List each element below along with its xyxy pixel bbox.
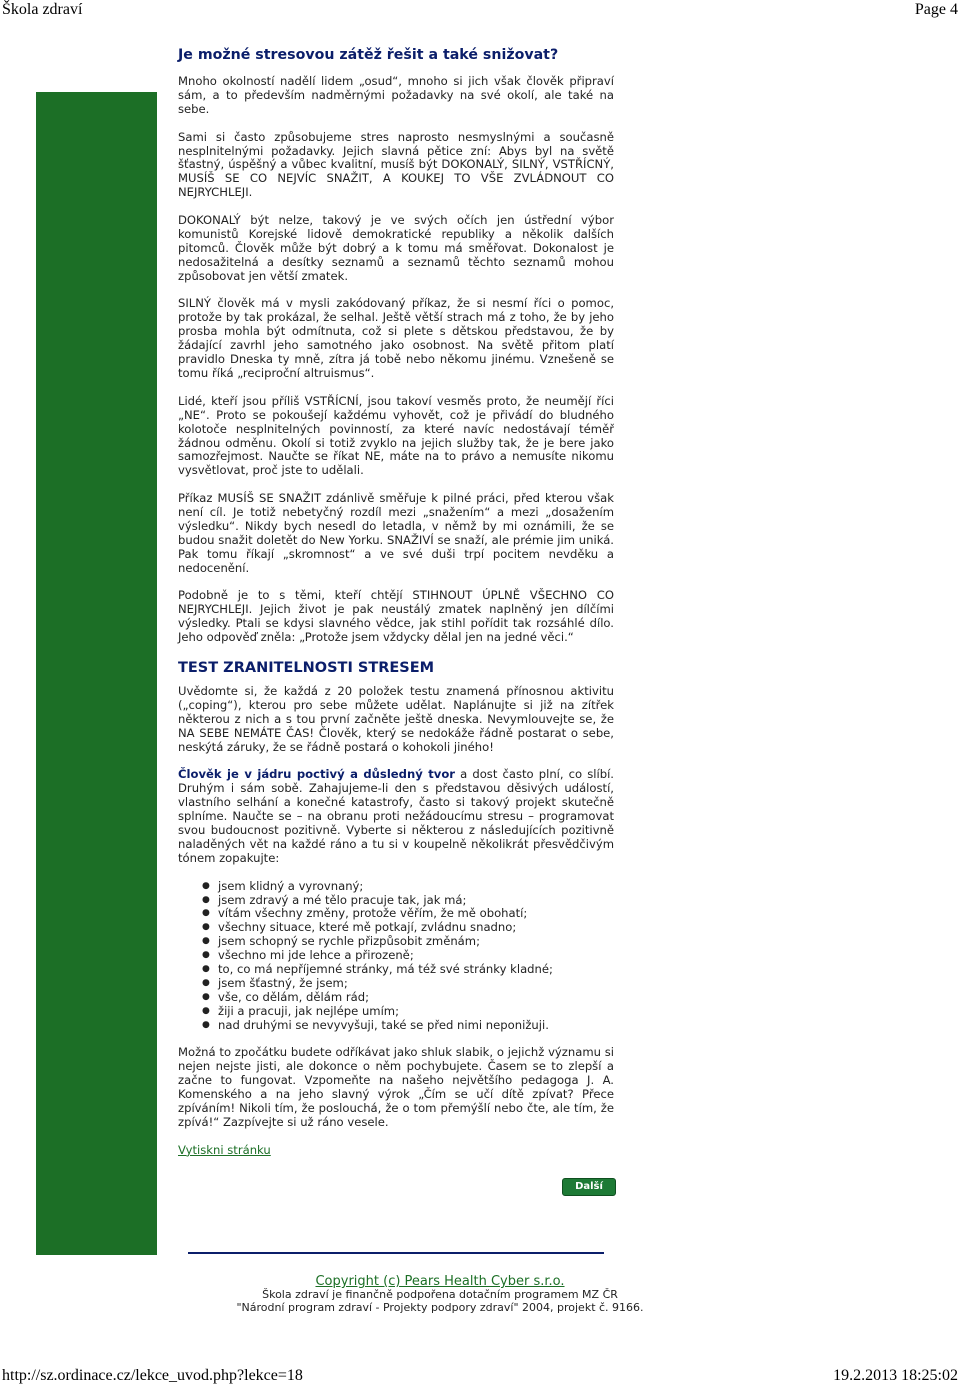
article-paragraph: Mnoho okolností nadělí lidem „osud“, mnoho si jich však člověk připraví sám, a to především nadměrnými požadavky na své okolí, ale také na sebe. [178,74,614,116]
copyright-block [180,1275,700,1314]
article-paragraph: Lidé, kteří jsou příliš VSTŘÍCNÍ, jsou takoví vesměs proto, že neumějí říci „NE“. Proto se pokoušejí každému vyhovět, což je přivádí do bludného kolotoče nesplnitelných povinností, za které navíc nedostávají téměř žádnou odměnu. Okolí si totiž zvyklo na jejich služby tak, že je bere jako samozřejmost. Naučte se říkat NE, máte na to právo a nemusíte nikomu vysvětlovat, proč jste to udělali. [178,393,614,478]
list-item: ● jsem klidný a vyrovnaný; [218,880,614,894]
list-item: ● jsem šťastný, že jsem; [218,977,614,991]
list-item: ● žiji a pracuji, jak nejlépe umím; [218,1005,614,1019]
list-item: ● všechny situace, které mě potkají, zvládnu snadno; [218,921,614,935]
list-item: ● vítám všechny změny, protože věřím, že mě obohatí; [218,907,614,921]
list-item: ● všechno mi jde lehce a přirozeně; [218,949,614,963]
print-page-link[interactable]: Vytiskni stránku [178,1142,271,1157]
header-site-title: Škola zdraví [2,1,83,18]
list-item: ● to, co má nepříjemné stránky, má též své stránky kladné; [218,963,614,977]
next-button[interactable]: Další [562,1178,616,1196]
copyright-link[interactable]: Copyright (c) Pears Health Cyber s.r.o. [315,1274,565,1289]
article-content [178,46,614,1172]
footer-divider [188,1252,604,1254]
article-paragraphs [178,75,614,645]
list-item: ● vše, co dělám, dělám rád; [218,991,614,1005]
section-title-test: TEST ZRANITELNOSTI STRESEM [178,659,435,676]
article-paragraph: DOKONALÝ být nelze, takový je ve svých očích jen ústřední výbor komunistů Korejské lidově demokratické republiky a několik dalších pitomců. Člověk může být dobrý a k tomu má směřovat. Dokonalost je nedosažitelná a desítky seznamů a seznamů těchto seznamů mohou způsobovat jen větší zmatek. [178,213,614,283]
paragraph-bold-lead: Člověk je v jádru poctivý a důsledný tvor [178,767,456,782]
affirmation-list [178,880,614,1033]
article-title: Je možné stresovou zátěž řešit a také snižovat? [178,47,559,63]
article-paragraph: SILNÝ člověk má v mysli zakódovaný příkaz, že si nesmí říci o pomoc, protože by tak prokázal, že selhal. Ještě větší strach má z toho, že by jeho prosba mohla být odmítnuta, což si plete s dětskou představou, že by žádající zavrhl jeho samotného jako osobnost. Na světě přitom platí pravidlo Dneska ty mně, zítra já tobě nebo někomu jinému. Vznešeně se tomu říká „reciproční altruismus“. [178,296,614,380]
print-header [0,0,960,26]
green-sidebar [36,92,157,1255]
paragraph-conclusion: Možná to zpočátku budete odříkávat jako shluk slabik, o jejichž významu si nejen nejste jisti, ale dokonce o něm pochybujete. Časem se to zlepší a začne to fungovat. Vzpomeňte na našeho největšího pedagoga J. A. Komenského a na jeho slavný výrok „Čím se učí dítě zpívat? Přece zpíváním! Nikoli tím, že poslouchá, že o tom přemýšlí nebo čte, ale tím, že zpívá!“ Zazpívejte si už ráno vesele. [178,1045,614,1129]
article-paragraph: Podobně je to s těmi, kteří chtějí STIHNOUT ÚPLNĚ VŠECHNO CO NEJRYCHLEJI. Jejich život je pak neustálý zmatek naplněný jen dílčími výsledky. Ptali se kdysi slavného vědce, jak stihl pořídit tak rozsáhlé dílo. Jeho odpověď zněla: „Protože jsem vždycky dělal jen na jedné věci.“ [178,588,614,645]
article-paragraph: Příkaz MUSÍŠ SE SNAŽIT zdánlivě směřuje k pilné práci, před kterou však není cíl. Je totiž nebetyčný rozdíl mezi „snažením“ a mezi „dosažením výsledku“. Nikdy bych nesedl do letadla, v němž by mi oznámili, že se budou snažit doletět do New Yorku. SNAŽIVÍ se snaží, ale prémie jim uniká. Pak tomu říkají „skromnost“ a ve své duši trpí pocitem nevděku a nedocenění. [178,491,614,575]
article-paragraph: Sami si často způsobujeme stres naprosto nesmyslnými a současně nesplnitelnými požadavky. Jejich slavná pětice zní: Abys byl na světě šťastný, úspěšný a vůbec kvalitní, musíš být DOKONALÝ, SILNÝ, VSTŘÍCNÝ, MUSÍŠ SE CO NEJVÍC SNAŽIT, A KOUKEJ TO VŠE ZVLÁDNOUT CO NEJRYCHLEJI. [178,129,614,200]
paragraph-positive-programming [178,768,614,865]
funding-line-1: Škola zdraví je finančně podpořena dotačním programem MZ ČR [262,1288,618,1301]
list-item: ● nad druhými se nevyvyšuji, také se před nimi neponižuji. [218,1019,614,1033]
paragraph-rest: a dost často plní, co slíbí. Druhým i sám sobě. Zahajujeme-li den s představou děsivých událostí, vlastního selhání a konečné katastrofy, často si takový projekt skutečně splníme. Naučte se – na obranu proti nežádoucímu stresu – programovat svou budoucnost pozitivně. Vyberte si některou z následujících pozitivně naladěných vět na každé ráno a tu si v koupelně několikrát přesvědčivým tónem zopakujte: [178,767,614,865]
funding-line-2: "Národní program zdraví - Projekty podpory zdraví" 2004, projekt č. 9166. [236,1301,644,1314]
paragraph-test-intro: Uvědomte si, že každá z 20 položek testu znamená přínosnou aktivitu („coping“), kterou pro sebe můžete udělat. Naplánujte si již na zítřek některou z nich a s tou první začněte ještě dneska. Nevymlouvejte se, že NA SEBE NEMÁTE ČAS! Člověk, který se nedokáže řádně postarat o sebe, neskýtá záruky, že se řádně postará o kohokoli jiného! [178,683,614,754]
footer-url: http://sz.ordinace.cz/lekce_uvod.php?lekce=18 [2,1367,303,1384]
list-item: ● jsem schopný se rychle přizpůsobit změnám; [218,935,614,949]
header-page-number: Page 4 [914,1,958,18]
footer-timestamp: 19.2.2013 18:25:02 [833,1367,958,1384]
print-footer [0,1367,960,1387]
list-item: ● jsem zdravý a mé tělo pracuje tak, jak má; [218,894,614,908]
